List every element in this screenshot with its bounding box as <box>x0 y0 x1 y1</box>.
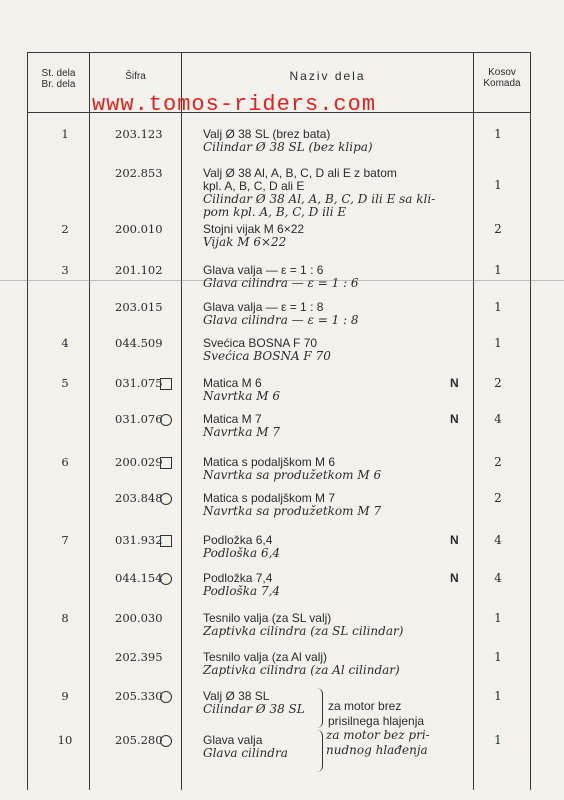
row-quantity: 1 <box>494 733 502 747</box>
row-name: Valj Ø 38 SL <box>203 689 270 703</box>
row-quantity: 1 <box>494 336 502 350</box>
row-alt-name: Glava cilindra — ε = 1 : 8 <box>203 313 359 327</box>
watermark: www.tomos-riders.com <box>92 92 377 117</box>
bracket-top <box>316 688 323 728</box>
bracket-bottom <box>316 730 323 772</box>
row-code: 203.015 <box>115 300 163 314</box>
column-divider-2 <box>181 52 182 790</box>
row-quantity: 4 <box>494 533 502 547</box>
row-name: Podložka 6,4 <box>203 533 273 547</box>
row-alt-name: pom kpl. A, B, C, D ili E <box>203 205 347 219</box>
row-alt-name: Cilindar Ø 38 SL <box>203 702 305 716</box>
row-name: Tesnilo valja (za SL valj) <box>203 611 332 625</box>
row-code: 044.509 <box>115 336 163 350</box>
circle-mark-icon <box>160 735 172 747</box>
bracket-note-top: za motor brez prisilnega hlajenja <box>328 699 425 728</box>
row-code: 201.102 <box>115 263 163 277</box>
row-code: 203.848 <box>115 491 163 505</box>
row-code: 031.932 <box>115 533 163 547</box>
row-name: Glava valja — ε = 1 : 6 <box>203 263 324 277</box>
table-right-border <box>530 52 531 790</box>
row-quantity: 4 <box>494 412 502 426</box>
table-left-border <box>27 52 28 790</box>
row-name: Stojni vijak M 6×22 <box>203 222 305 236</box>
row-alt-name: Zaptivka cilindra (za Al cilindar) <box>203 663 400 677</box>
row-part-number: 4 <box>61 336 69 350</box>
row-name: Valj Ø 38 SL (brez bata) <box>203 127 331 141</box>
row-alt-name: Navrtka M 7 <box>203 425 280 439</box>
row-quantity: 1 <box>494 127 502 141</box>
row-name: Svećica BOSNA F 70 <box>203 336 318 350</box>
row-code: 203.123 <box>115 127 163 141</box>
table-top-border <box>27 52 531 53</box>
row-name: Podložka 7,4 <box>203 571 273 585</box>
bracket-note-bottom: za motor bez pri- nudnog hlađenja <box>326 728 430 757</box>
circle-mark-icon <box>160 691 172 703</box>
row-alt-name: Podloška 7,4 <box>203 584 281 598</box>
row-quantity: 1 <box>494 611 502 625</box>
row-quantity: 1 <box>494 689 502 703</box>
row-flag: N <box>450 533 459 547</box>
column-divider-3 <box>473 52 474 790</box>
row-code: 202.853 <box>115 166 163 180</box>
row-alt-name: Navrtka sa produžetkom M 7 <box>203 504 382 518</box>
row-alt-name: Cilindar Ø 38 Al, A, B, C, D ili E sa kli- <box>203 192 436 206</box>
row-code: 044.154 <box>115 571 163 585</box>
row-part-number: 2 <box>61 222 69 236</box>
circle-mark-icon <box>160 493 172 505</box>
square-mark-icon <box>160 457 172 469</box>
header-part-name: Naziv dela <box>289 69 366 83</box>
row-part-number: 1 <box>61 127 69 141</box>
row-code: 031.075 <box>115 376 163 390</box>
row-quantity: 2 <box>494 455 502 469</box>
row-quantity: 1 <box>494 650 502 664</box>
row-quantity: 2 <box>494 222 502 236</box>
row-name: Glava valja <box>203 733 263 747</box>
row-part-number: 9 <box>61 689 69 703</box>
row-code: 205.330 <box>115 689 163 703</box>
row-part-number: 10 <box>57 733 73 747</box>
row-code: 200.030 <box>115 611 163 625</box>
row-quantity: 2 <box>494 491 502 505</box>
row-name: Tesnilo valja (za Al valj) <box>203 650 328 664</box>
row-part-number: 6 <box>61 455 69 469</box>
row-part-number: 8 <box>61 611 69 625</box>
row-alt-name: Vijak M 6×22 <box>203 235 287 249</box>
row-alt-name: Cilindar Ø 38 SL (bez klipa) <box>203 140 373 154</box>
row-alt-name: Svećica BOSNA F 70 <box>203 349 331 363</box>
row-name: Glava valja — ε = 1 : 8 <box>203 300 324 314</box>
row-name: Matica M 6 <box>203 376 262 390</box>
row-quantity: 1 <box>494 178 502 192</box>
row-quantity: 2 <box>494 376 502 390</box>
row-code: 200.010 <box>115 222 163 236</box>
row-code: 202.395 <box>115 650 163 664</box>
row-name: kpl. A, B, C, D ali E <box>203 179 305 193</box>
row-alt-name: Navrtka sa produžetkom M 6 <box>203 468 382 482</box>
row-alt-name: Glava cilindra <box>203 746 288 760</box>
circle-mark-icon <box>160 414 172 426</box>
row-flag: N <box>450 412 459 426</box>
row-quantity: 1 <box>494 300 502 314</box>
row-quantity: 1 <box>494 263 502 277</box>
row-name: Matica s podaljškom M 7 <box>203 491 336 505</box>
row-code: 200.029 <box>115 455 163 469</box>
row-part-number: 7 <box>61 533 69 547</box>
row-alt-name: Glava cilindra — ε = 1 : 6 <box>203 276 359 290</box>
header-part-number: St. dela Br. dela <box>41 68 76 90</box>
row-alt-name: Zaptivka cilindra (za SL cilindar) <box>203 624 404 638</box>
row-part-number: 3 <box>61 263 69 277</box>
row-alt-name: Podloška 6,4 <box>203 546 281 560</box>
row-part-number: 5 <box>61 376 69 390</box>
header-quantity: Kosov Komada <box>483 67 521 89</box>
row-quantity: 4 <box>494 571 502 585</box>
row-alt-name: Navrtka M 6 <box>203 389 280 403</box>
row-name: Valj Ø 38 Al, A, B, C, D ali E z batom <box>203 166 397 180</box>
column-divider-1 <box>89 52 90 790</box>
square-mark-icon <box>160 378 172 390</box>
header-code: Šifra <box>125 71 146 82</box>
row-name: Matica s podaljškom M 6 <box>203 455 336 469</box>
row-code: 205.280 <box>115 733 163 747</box>
row-name: Matica M 7 <box>203 412 262 426</box>
row-flag: N <box>450 376 459 390</box>
row-code: 031.076 <box>115 412 163 426</box>
square-mark-icon <box>160 535 172 547</box>
row-flag: N <box>450 571 459 585</box>
circle-mark-icon <box>160 573 172 585</box>
